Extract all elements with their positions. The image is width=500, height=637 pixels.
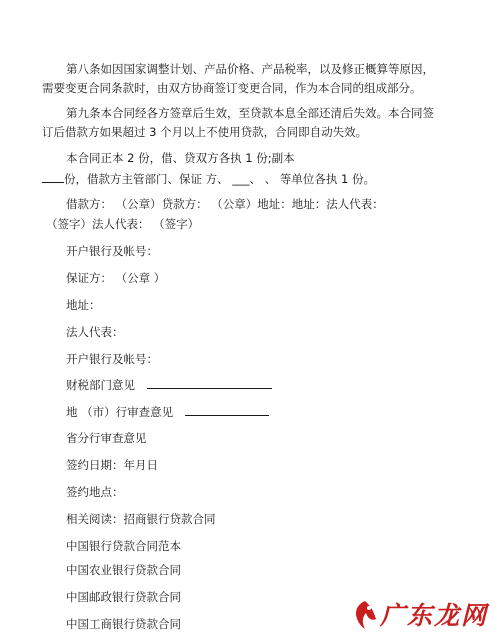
- watermark-text: 广东龙网: [380, 601, 489, 630]
- bank-account-line-1: 开户银行及帐号：: [66, 244, 158, 258]
- guarantor-line: 保证方： （公章 ）: [66, 271, 166, 285]
- watermark-logo: [350, 599, 490, 633]
- article-9-line-2: 订后借款方如果超过 3 个月以上不使用贷款，合同即自动失效。: [42, 125, 368, 139]
- related-reading[interactable]: 相关阅读：招商银行贷款合同: [66, 512, 216, 526]
- related-link-icbc[interactable]: 中国工商银行贷款合同: [66, 617, 181, 631]
- bank-account-line-2: 开户银行及帐号：: [66, 352, 158, 366]
- sign-place-line: 签约地点：: [66, 485, 124, 499]
- legal-rep-line: 法人代表：: [66, 325, 124, 339]
- copies-line-2-text: 份，借款方主管部门、保证 方、 ___、 、 等单位各执 1 份。: [64, 172, 375, 186]
- article-8-line-1: 第八条如因国家调整计划、产品价格、产品税率，以及修正概算等原因，: [66, 62, 434, 76]
- article-8-line-2: 需要变更合同条款时，由双方协商签订变更合同，作为本合同的组成部分。: [42, 81, 422, 95]
- province-audit-line: 省分行审查意见: [66, 431, 147, 445]
- finance-opinion-label: 财税部门意见: [66, 378, 135, 392]
- city-audit-blank: [185, 403, 269, 416]
- related-link-psbc[interactable]: 中国邮政银行贷款合同: [66, 590, 181, 604]
- city-audit-label: 地 （市）行审查意见: [66, 405, 174, 419]
- finance-opinion-blank: [147, 376, 272, 389]
- finance-opinion-line: [66, 376, 272, 394]
- address-line: 地址：: [66, 298, 101, 312]
- copies-line-2: [42, 170, 375, 188]
- city-audit-line: [66, 403, 269, 421]
- parties-line-2: （签字）法人代表： （签字）: [46, 217, 200, 231]
- copies-line-1: 本合同正本 2 份，借、贷双方各执 1 份;副本: [66, 151, 295, 165]
- copies-blank: [42, 170, 64, 183]
- related-link-abc[interactable]: 中国农业银行贷款合同: [66, 563, 181, 577]
- related-link-boc[interactable]: 中国银行贷款合同范本: [66, 539, 181, 553]
- sign-date-line: 签约日期：年月日: [66, 458, 158, 472]
- parties-line-1: 借款方： （公章）贷款方： （公章）地址：地址：法人代表：: [66, 197, 384, 211]
- watermark-emblem-icon: [350, 599, 380, 631]
- article-9-line-1: 第九条本合同经各方签章后生效，至贷款本息全部还清后失效。本合同签: [66, 106, 434, 120]
